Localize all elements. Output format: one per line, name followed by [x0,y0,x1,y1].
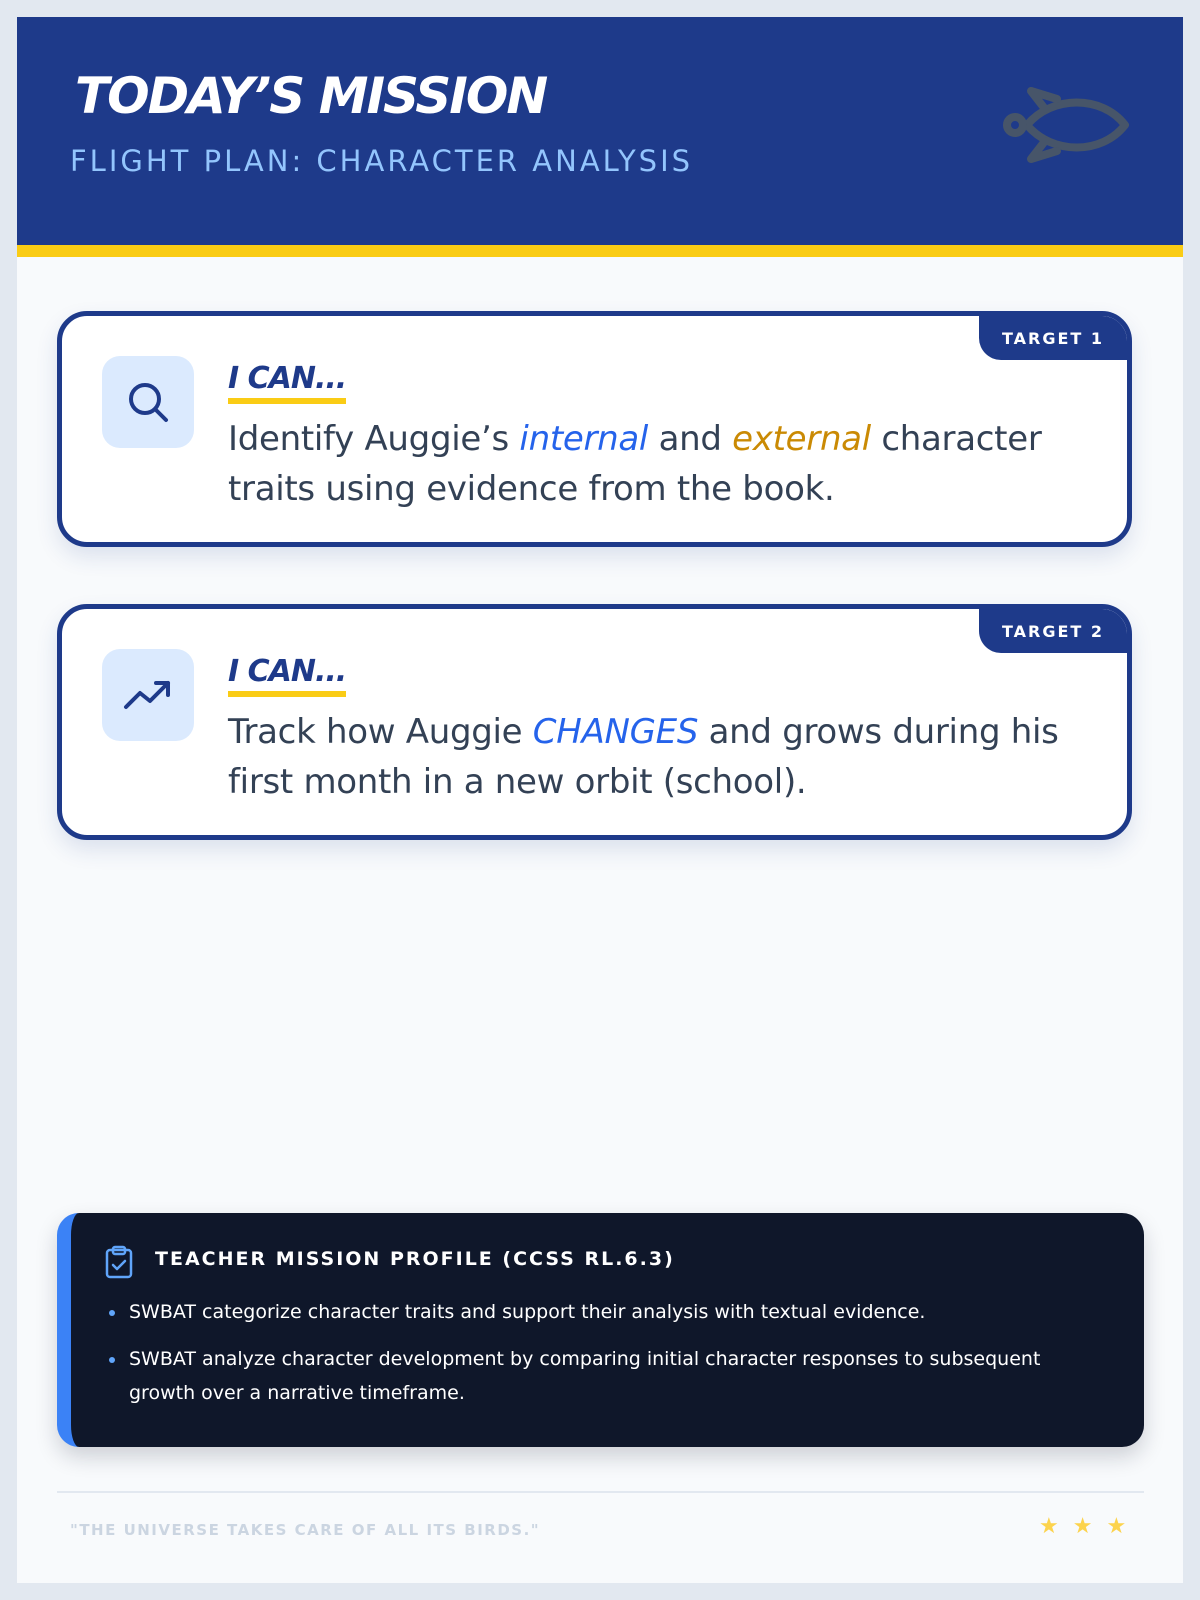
teacher-objectives-list [109,1295,1099,1423]
rocket-icon [997,87,1147,167]
target-tab-1: TARGET 1 [979,316,1127,360]
target-statement-1 [228,414,1108,514]
target-statement-2 [228,707,1108,807]
target-text-part: Identify Auggie’s [228,419,520,459]
i-can-heading: I CAN... [228,364,346,404]
trending-up-icon [122,669,174,721]
target-text-part: Track how Auggie [228,712,533,752]
page-title: TODAY’S MISSION [75,67,547,125]
rating-stars [1039,1516,1126,1538]
star-icon: ★ [1106,1514,1127,1539]
mission-header [17,17,1183,257]
target-tab-2: TARGET 2 [979,609,1127,653]
list-item: SWBAT analyze character development by comparing initial character responses to subsequent growth over a narrative timeframe. [109,1342,1099,1410]
star-icon: ★ [1072,1514,1093,1539]
highlight-changes: CHANGES [532,712,699,752]
page [17,17,1183,1583]
search-icon-tile [102,356,194,448]
list-item: SWBAT categorize character traits and support their analysis with textual evidence. [109,1295,1099,1329]
target-text-part: and [648,419,733,459]
search-icon [124,378,172,426]
star-icon: ★ [1039,1514,1059,1539]
target-text-part: character traits using evidence from the book. [228,419,1042,509]
page-subtitle: FLIGHT PLAN: CHARACTER ANALYSIS [70,144,694,178]
teacher-mission-profile [57,1213,1144,1447]
clipboard-check-icon [103,1245,135,1279]
i-can-heading: I CAN... [228,657,346,697]
footer-divider [57,1491,1144,1493]
target-card-2 [57,604,1132,840]
highlight-internal: internal [519,419,649,459]
trending-up-icon-tile [102,649,194,741]
target-card-1 [57,311,1132,547]
teacher-profile-title: TEACHER MISSION PROFILE (CCSS RL.6.3) [155,1248,675,1270]
footer-quote: "THE UNIVERSE TAKES CARE OF ALL ITS BIRDS." [70,1521,541,1539]
highlight-external: external [732,419,871,459]
target-text-part: and grows during his first month in a new orbit (school). [228,712,1059,802]
